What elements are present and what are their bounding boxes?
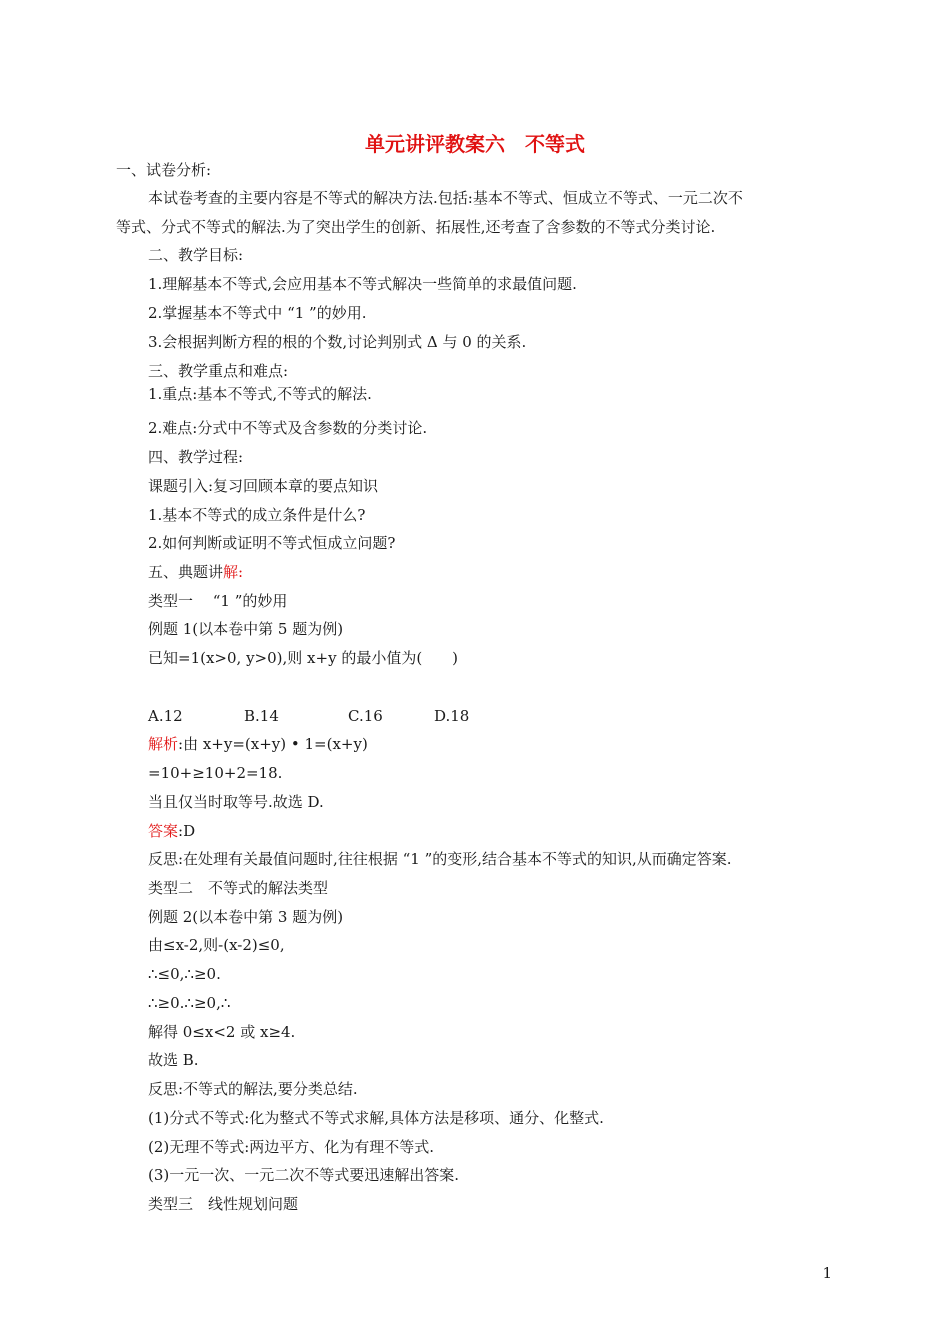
reflection-line: 反思:不等式的解法,要分类总结. bbox=[148, 1080, 358, 1098]
keypoint-item: 2.难点:分式中不等式及含参数的分类讨论. bbox=[148, 419, 428, 437]
reflection-item: (2)无理不等式:两边平方、化为有理不等式. bbox=[148, 1138, 435, 1156]
reflection-line: 反思:在处理有关最值问题时,往往根据 “1 ”的变形,结合基本不等式的知识,从而确定答案. bbox=[148, 850, 732, 868]
section-heading-process: 四、教学过程: bbox=[148, 448, 244, 466]
page-number: 1 bbox=[822, 1264, 832, 1282]
intro-line: 课题引入:复习回顾本章的要点知识 bbox=[148, 477, 379, 495]
section-heading-keypoints: 三、教学重点和难点: bbox=[148, 362, 289, 380]
example-question: 已知=1(x>0, y>0),则 x+y 的最小值为( ) bbox=[148, 649, 459, 667]
heading-text-red: 解: bbox=[223, 563, 244, 581]
goal-item: 1.理解基本不等式,会应用基本不等式解决一些简单的求最值问题. bbox=[148, 275, 577, 293]
example-heading: 例题 2(以本卷中第 3 题为例) bbox=[148, 908, 344, 926]
solution-line: ∴≤0,∴≥0. bbox=[148, 965, 221, 983]
solution-line: =10+≥10+2=18. bbox=[148, 764, 283, 782]
solution-line: 由≤x-2,则-(x-2)≤0, bbox=[148, 936, 285, 954]
goal-item: 2.掌握基本不等式中 “1 ”的妙用. bbox=[148, 304, 367, 322]
reflection-item: (1)分式不等式:化为整式不等式求解,具体方法是移项、通分、化整式. bbox=[148, 1109, 604, 1127]
option-a: A.12 bbox=[148, 707, 183, 725]
solution-line: ∴≥0.∴≥0,∴ bbox=[148, 994, 231, 1012]
solution-line: 故选 B. bbox=[148, 1051, 199, 1069]
example-heading: 例题 1(以本卷中第 5 题为例) bbox=[148, 620, 344, 638]
solution-label: 解析 bbox=[148, 735, 179, 753]
option-d: D.18 bbox=[434, 707, 470, 725]
answer-options bbox=[148, 706, 469, 726]
type-heading: 类型三 线性规划问题 bbox=[148, 1195, 299, 1213]
answer-label: 答案 bbox=[148, 822, 179, 840]
section-heading-analysis: 一、试卷分析: bbox=[116, 161, 212, 179]
heading-text: 五、典题讲 bbox=[148, 563, 224, 581]
question-item: 1.基本不等式的成立条件是什么? bbox=[148, 506, 366, 524]
type-heading: 类型二 不等式的解法类型 bbox=[148, 879, 329, 897]
solution-line: 当且仅当时取等号.故选 D. bbox=[148, 793, 324, 811]
solution-line bbox=[148, 734, 368, 754]
solution-text: :由 x+y=(x+y) • 1=(x+y) bbox=[178, 735, 368, 753]
question-item: 2.如何判断或证明不等式恒成立问题? bbox=[148, 534, 396, 552]
option-c: C.16 bbox=[348, 707, 383, 725]
answer-line bbox=[148, 821, 195, 841]
option-b: B.14 bbox=[244, 707, 279, 725]
document-title: 单元讲评教案六 不等式 bbox=[365, 132, 585, 156]
type-heading: 类型一 “1 ”的妙用 bbox=[148, 592, 288, 610]
paragraph-line: 本试卷考查的主要内容是不等式的解决方法.包括:基本不等式、恒成立不等式、一元二次不 bbox=[148, 189, 743, 207]
section-heading-examples bbox=[148, 562, 243, 582]
keypoint-item: 1.重点:基本不等式,不等式的解法. bbox=[148, 385, 372, 403]
answer-text: :D bbox=[178, 822, 196, 840]
reflection-item: (3)一元一次、一元二次不等式要迅速解出答案. bbox=[148, 1166, 460, 1184]
paragraph-line: 等式、分式不等式的解法.为了突出学生的创新、拓展性,还考查了含参数的不等式分类讨论. bbox=[116, 218, 716, 236]
solution-line: 解得 0≤x<2 或 x≥4. bbox=[148, 1023, 296, 1041]
goal-item: 3.会根据判断方程的根的个数,讨论判别式 Δ 与 0 的关系. bbox=[148, 333, 527, 351]
section-heading-goals: 二、教学目标: bbox=[148, 246, 244, 264]
